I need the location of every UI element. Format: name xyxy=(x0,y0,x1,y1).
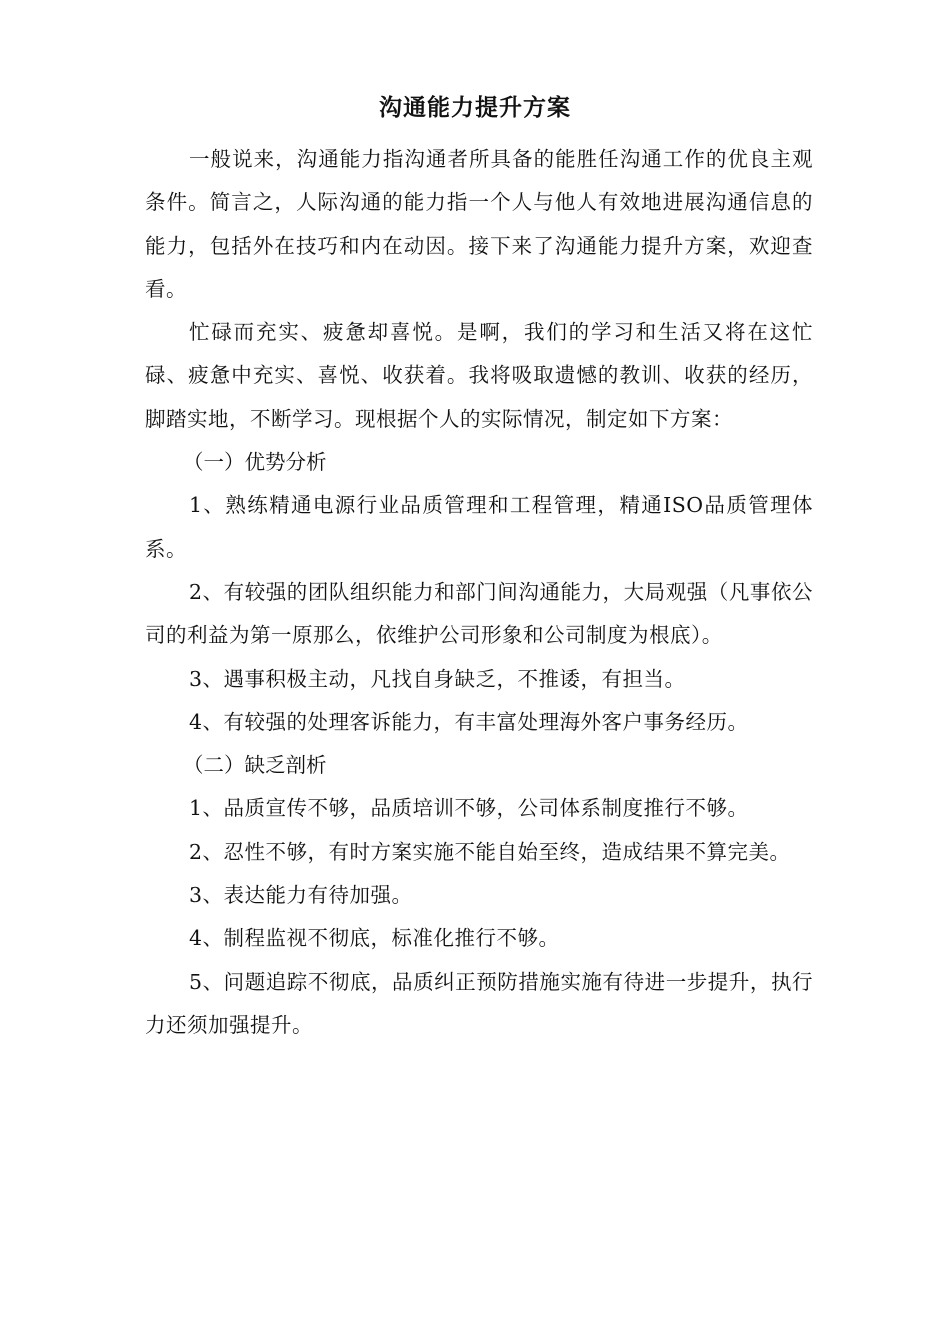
weakness-item-3: 3、表达能力有待加强。 xyxy=(189,883,413,908)
section-heading-strengths: （一）优势分析 xyxy=(183,450,327,475)
weakness-item-4: 4、制程监视不彻底，标准化推行不够。 xyxy=(189,926,560,951)
weakness-item-5: 5、问题追踪不彻底，品质纠正预防措施实施有待进一步提升，执行力还须加强提升。 xyxy=(145,969,813,1037)
document-body xyxy=(145,138,813,1047)
section-heading-weaknesses: （二）缺乏剖析 xyxy=(183,753,327,778)
strength-item-2: 2、有较强的团队组织能力和部门间沟通能力，大局观强（凡事依公司的利益为第一原那么，依维护公司形象和公司制度为根底）。 xyxy=(145,579,813,648)
context-paragraph: 忙碌而充实、疲惫却喜悦。是啊，我们的学习和生活又将在这忙碌、疲惫中充实、喜悦、收获着。我将吸取遗憾的教训、收获的经历，脚踏实地，不断学习。现根据个人的实际情况，制定如下方案： xyxy=(145,320,813,431)
strength-item-4: 4、有较强的处理客诉能力，有丰富处理海外客户事务经历。 xyxy=(189,709,749,734)
weakness-item-2: 2、忍性不够，有时方案实施不能自始至终，造成结果不算完美。 xyxy=(189,839,791,864)
weakness-item-1: 1、品质宣传不够，品质培训不够，公司体系制度推行不够。 xyxy=(189,796,749,821)
strength-item-3: 3、遇事积极主动，凡找自身缺乏，不推诿，有担当。 xyxy=(189,666,686,691)
document-title: 沟通能力提升方案 xyxy=(379,95,571,121)
strength-item-1: 1、熟练精通电源行业品质管理和工程管理，精通ISO品质管理体系。 xyxy=(145,493,813,561)
intro-paragraph: 一般说来，沟通能力指沟通者所具备的能胜任沟通工作的优良主观条件。简言之，人际沟通的能力指一个人与他人有效地进展沟通信息的能力，包括外在技巧和内在动因。接下来了沟通能力提升方案，欢迎查看。 xyxy=(145,147,813,301)
